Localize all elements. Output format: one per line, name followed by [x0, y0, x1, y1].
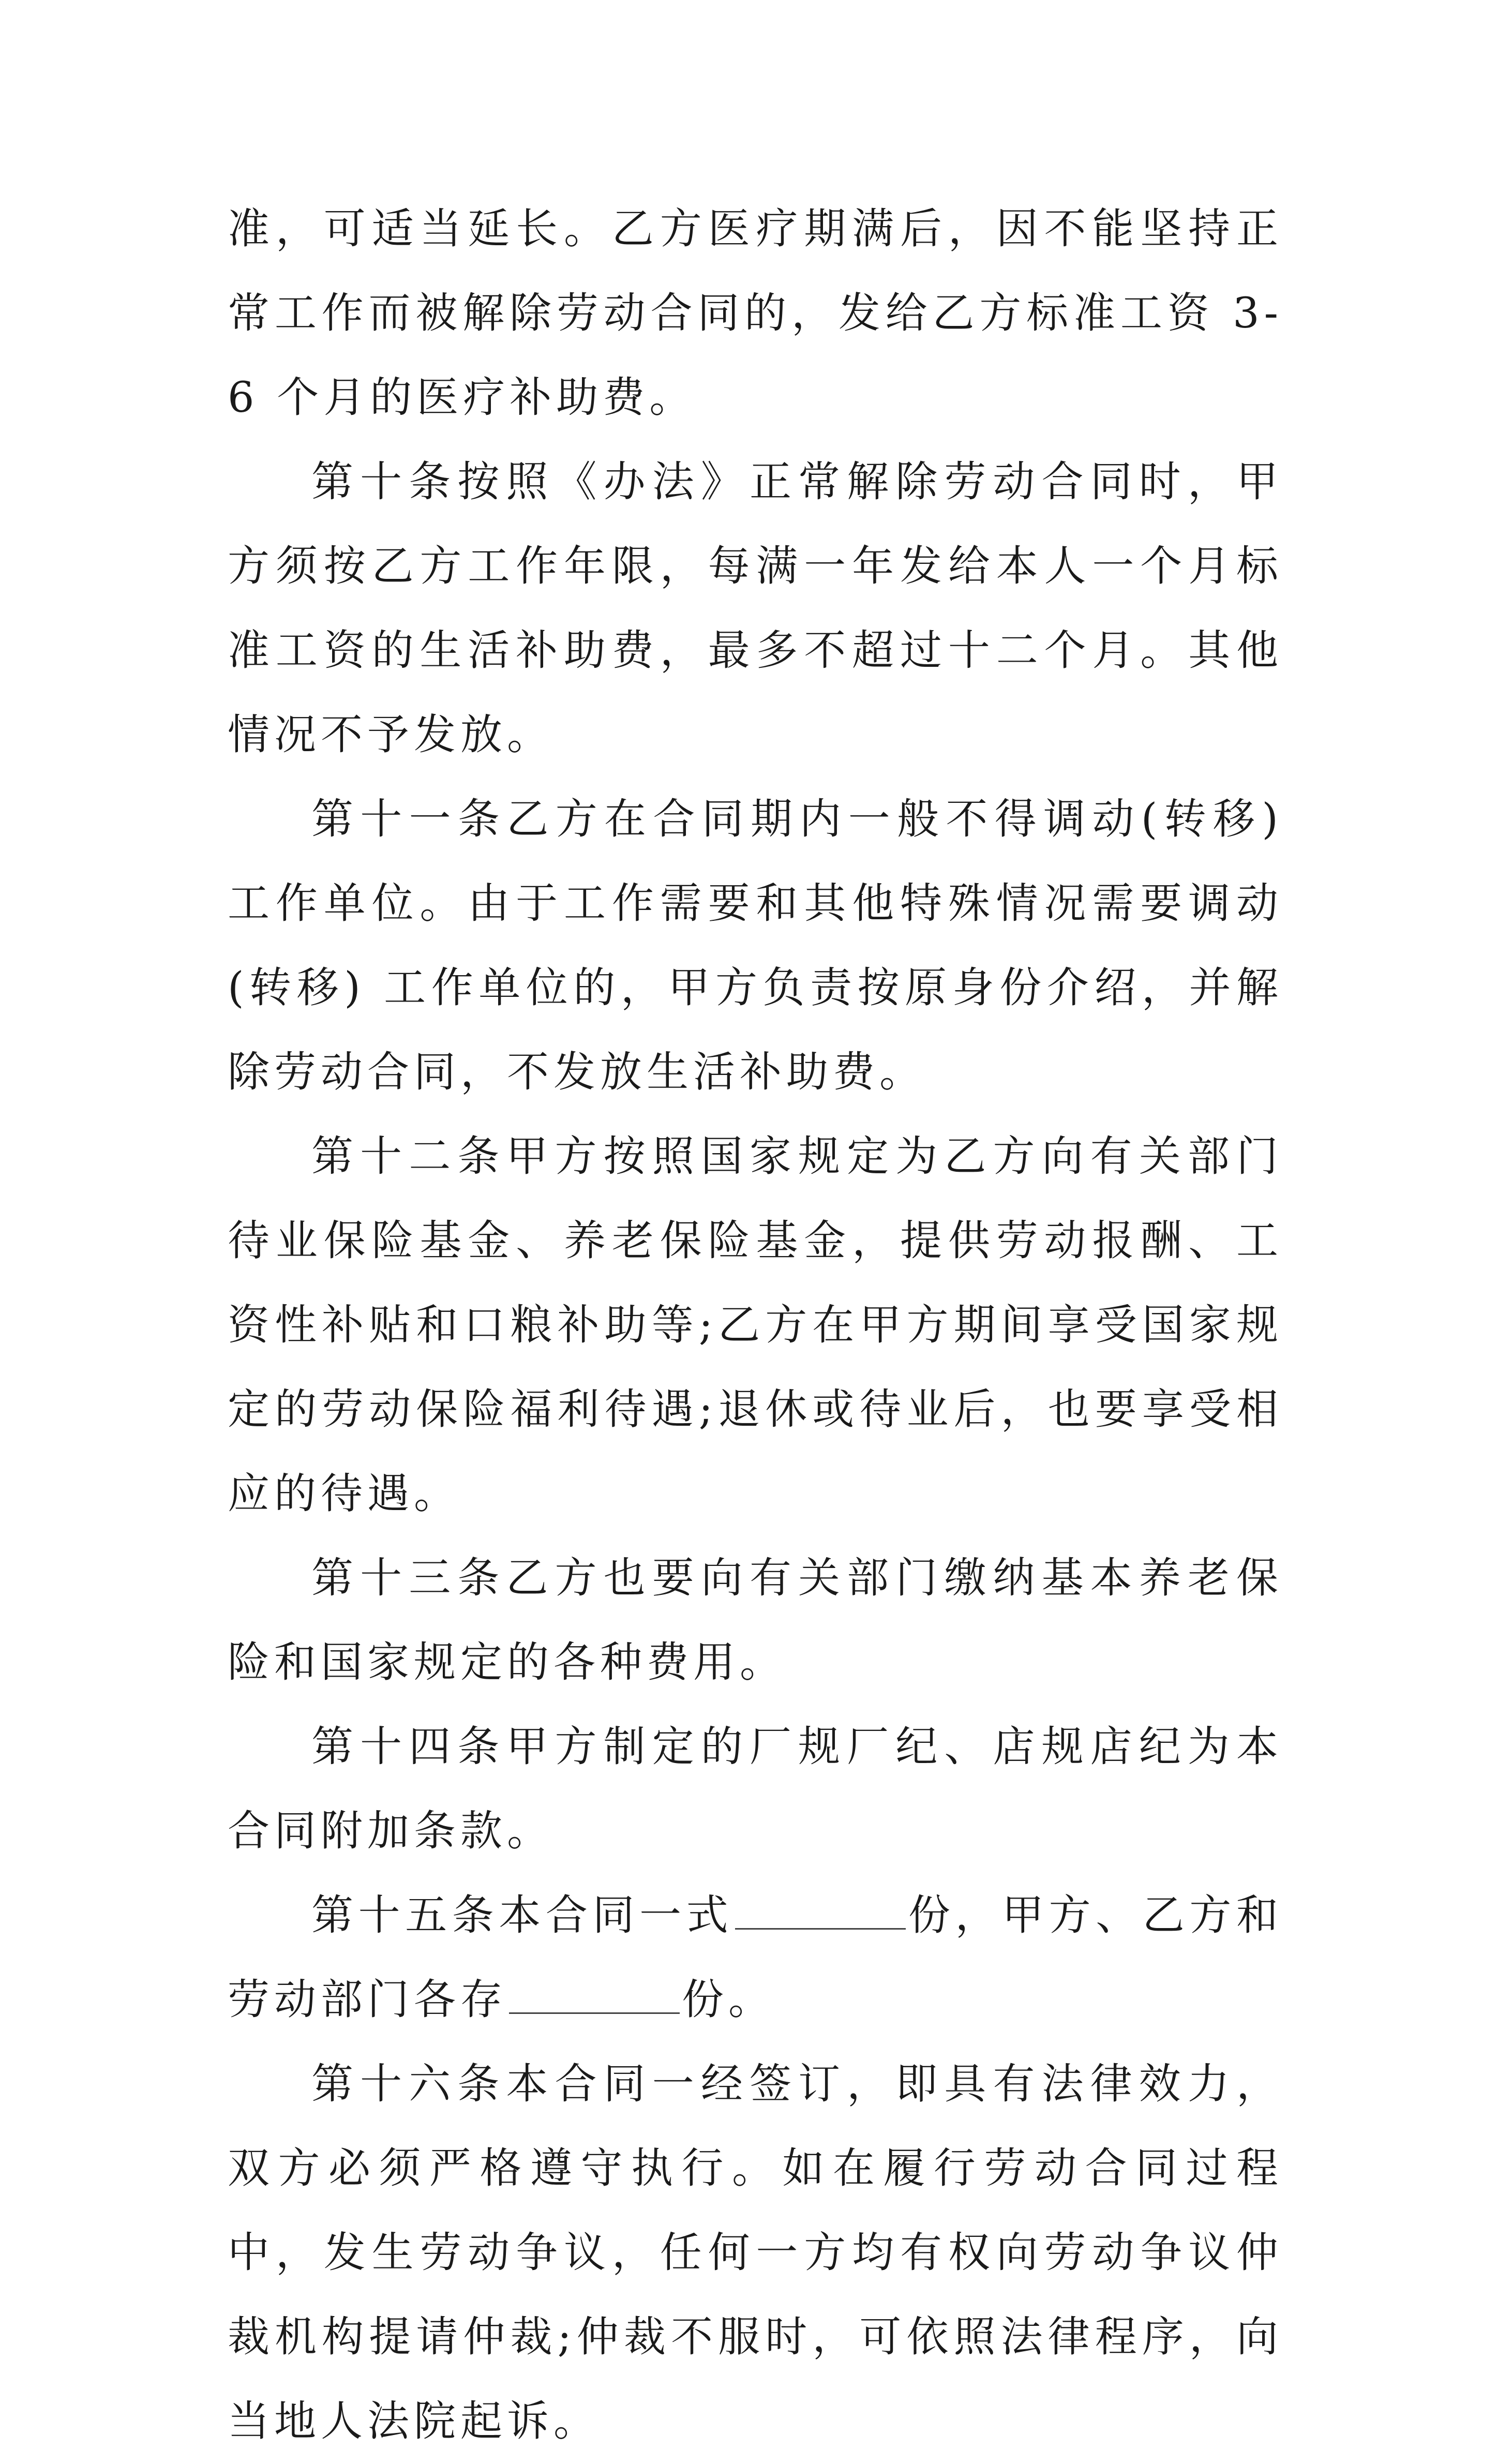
copies-total-blank[interactable] [735, 1886, 906, 1930]
copies-each-blank[interactable] [509, 1970, 680, 2014]
contract-text [228, 187, 1283, 2464]
article-15-part2: 份，甲方、乙方和劳动部门各存 [228, 1891, 1283, 2024]
article-12: 第十二条甲方按照国家规定为乙方向有关部门待业保险基金、养老保险基金，提供劳动报酬、工资性补贴和口粮补助等;乙方在甲方期间享受国家规定的劳动保险福利待遇;退休或待业后，也要享受相应的待遇。 [228, 1132, 1283, 1518]
article-14: 第十四条甲方制定的厂规厂纪、店规店纪为本合同附加条款。 [228, 1723, 1283, 1856]
article-15-part3: 份。 [682, 1976, 775, 2024]
article-10: 第十条按照《办法》正常解除劳动合同时，甲方须按乙方工作年限，每满一年发给本人一个月标准工资的生活补助费，最多不超过十二个月。其他情况不予发放。 [228, 458, 1283, 759]
paragraph-continuation: 准，可适当延长。乙方医疗期满后，因不能坚持正常工作而被解除劳动合同的，发给乙方标准工资 3-6 个月的医疗补助费。 [228, 205, 1283, 422]
article-11: 第十一条乙方在合同期内一般不得调动(转移) 工作单位。由于工作需要和其他特殊情况需要调动(转移) 工作单位的，甲方负责按原身份介绍，并解除劳动合同，不发放生活补助费。 [228, 795, 1283, 1097]
article-15-part1: 第十五条本合同一式 [311, 1891, 733, 1940]
article-16: 第十六条本合同一经签订，即具有法律效力，双方必须严格遵守执行。如在履行劳动合同过程中，发生劳动争议，任何一方均有权向劳动争议仲裁机构提请仲裁;仲裁不服时，可依照法律程序，向当地人法院起诉。 [228, 2060, 1283, 2446]
article-13: 第十三条乙方也要向有关部门缴纳基本养老保险和国家规定的各种费用。 [228, 1554, 1283, 1687]
article-15 [228, 1874, 1283, 2042]
